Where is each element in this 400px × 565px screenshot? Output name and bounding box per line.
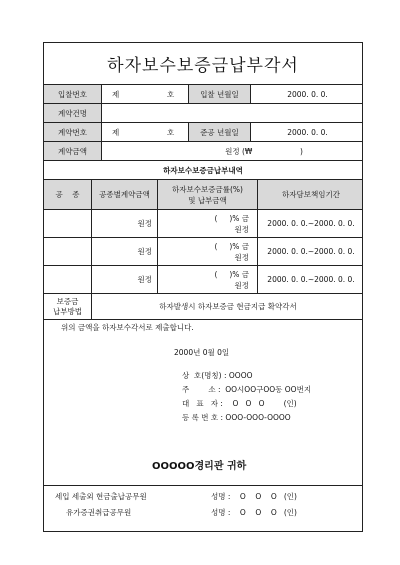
deposit-table xyxy=(44,179,362,316)
statement-text: 위의 금액을 하자보수각서로 제출합니다. xyxy=(61,323,194,332)
officer1-title: 세입 세출외 현금출납공무원 xyxy=(55,492,147,501)
payment-method-row xyxy=(44,294,362,320)
contract-number-prefix: 제 xyxy=(112,127,120,137)
row-deposit-amount: 원정 xyxy=(234,280,249,290)
officer1-signature: 성명 : O O O (인) xyxy=(211,492,297,501)
table-row xyxy=(44,266,362,294)
row-rate: ( )% 금 xyxy=(214,269,249,279)
header-contract-amount: 공종별계약금액 xyxy=(91,180,157,209)
document-title: 하자보수보증금납부각서 xyxy=(44,43,362,85)
registration-number: 등 록 번 호 : OOO-OOO-OOOO xyxy=(182,413,291,422)
contract-number-label: 계약번호 xyxy=(44,123,102,141)
section-title: 하자보수보증금납부내역 xyxy=(163,165,243,175)
header-period: 하자담보책임기간 xyxy=(257,180,364,209)
header-deposit-line2: 및 납부금액 xyxy=(188,195,227,205)
company-name: 상 호(명칭) : OOOO xyxy=(182,371,253,380)
contract-amount-label: 계약금액 xyxy=(44,142,102,160)
payment-label-line2: 납부방법 xyxy=(53,306,82,316)
row-deposit xyxy=(157,210,257,237)
row-deposit xyxy=(157,238,257,265)
bid-row xyxy=(44,85,362,104)
deposit-table-header xyxy=(44,180,362,210)
table-row xyxy=(44,210,362,238)
header-deposit-line1: 하자보수보증금률(%) xyxy=(172,184,243,194)
representative: 대 표 자 : O O O (인) xyxy=(182,399,297,408)
payment-method-value: 하자발생시 하자보증금 현금지급 확약각서 xyxy=(91,294,364,319)
row-period: 2000. 0. 0.~2000. 0. 0. xyxy=(257,238,364,265)
table-row xyxy=(44,238,362,266)
officer2-title: 유가증권취급공무원 xyxy=(66,508,132,517)
contract-name-label: 계약건명 xyxy=(44,104,102,122)
contract-number-suffix: 호 xyxy=(167,127,175,137)
header-work: 공 종 xyxy=(55,190,80,199)
row-period: 2000. 0. 0.~2000. 0. 0. xyxy=(257,210,364,237)
contract-number-row xyxy=(44,123,362,142)
completion-date-label: 준공 년월일 xyxy=(188,123,251,141)
payment-label-line1: 보증금 xyxy=(56,296,79,306)
bid-number-prefix: 제 xyxy=(112,89,120,99)
row-deposit xyxy=(157,266,257,293)
row-rate: ( )% 금 xyxy=(214,213,249,223)
row-amount: 원정 xyxy=(91,210,157,237)
contract-name-row xyxy=(44,104,362,123)
bid-number-label: 입찰번호 xyxy=(44,85,102,103)
recipient: OOOOO경리관 귀하 xyxy=(152,461,247,472)
bid-date-label: 입찰 년월일 xyxy=(188,85,251,103)
company-address: 주 소 : OO시OO구OO동 OO번지 xyxy=(182,385,312,394)
row-work-cell xyxy=(44,238,91,265)
submission-date: 2000년 0월 0일 xyxy=(174,348,230,357)
row-deposit-amount: 원정 xyxy=(234,224,249,234)
contract-amount-row xyxy=(44,142,362,161)
payment-method-label xyxy=(44,294,91,319)
row-deposit-amount: 원정 xyxy=(234,252,249,262)
footer-divider xyxy=(44,485,362,486)
row-period: 2000. 0. 0.~2000. 0. 0. xyxy=(257,266,364,293)
completion-date-value: 2000. 0. 0. xyxy=(287,127,328,137)
bid-date-value: 2000. 0. 0. xyxy=(287,89,328,99)
row-work-cell xyxy=(44,210,91,237)
row-rate: ( )% 금 xyxy=(214,241,249,251)
row-amount: 원정 xyxy=(91,266,157,293)
officer2-signature: 성명 : O O O (인) xyxy=(211,508,297,517)
header-deposit xyxy=(157,180,257,209)
document-page xyxy=(43,42,363,532)
bid-number-suffix: 호 xyxy=(167,89,175,99)
contract-amount-value: 원정 (₩ ) xyxy=(225,146,303,156)
row-work-cell xyxy=(44,266,91,293)
row-amount: 원정 xyxy=(91,238,157,265)
